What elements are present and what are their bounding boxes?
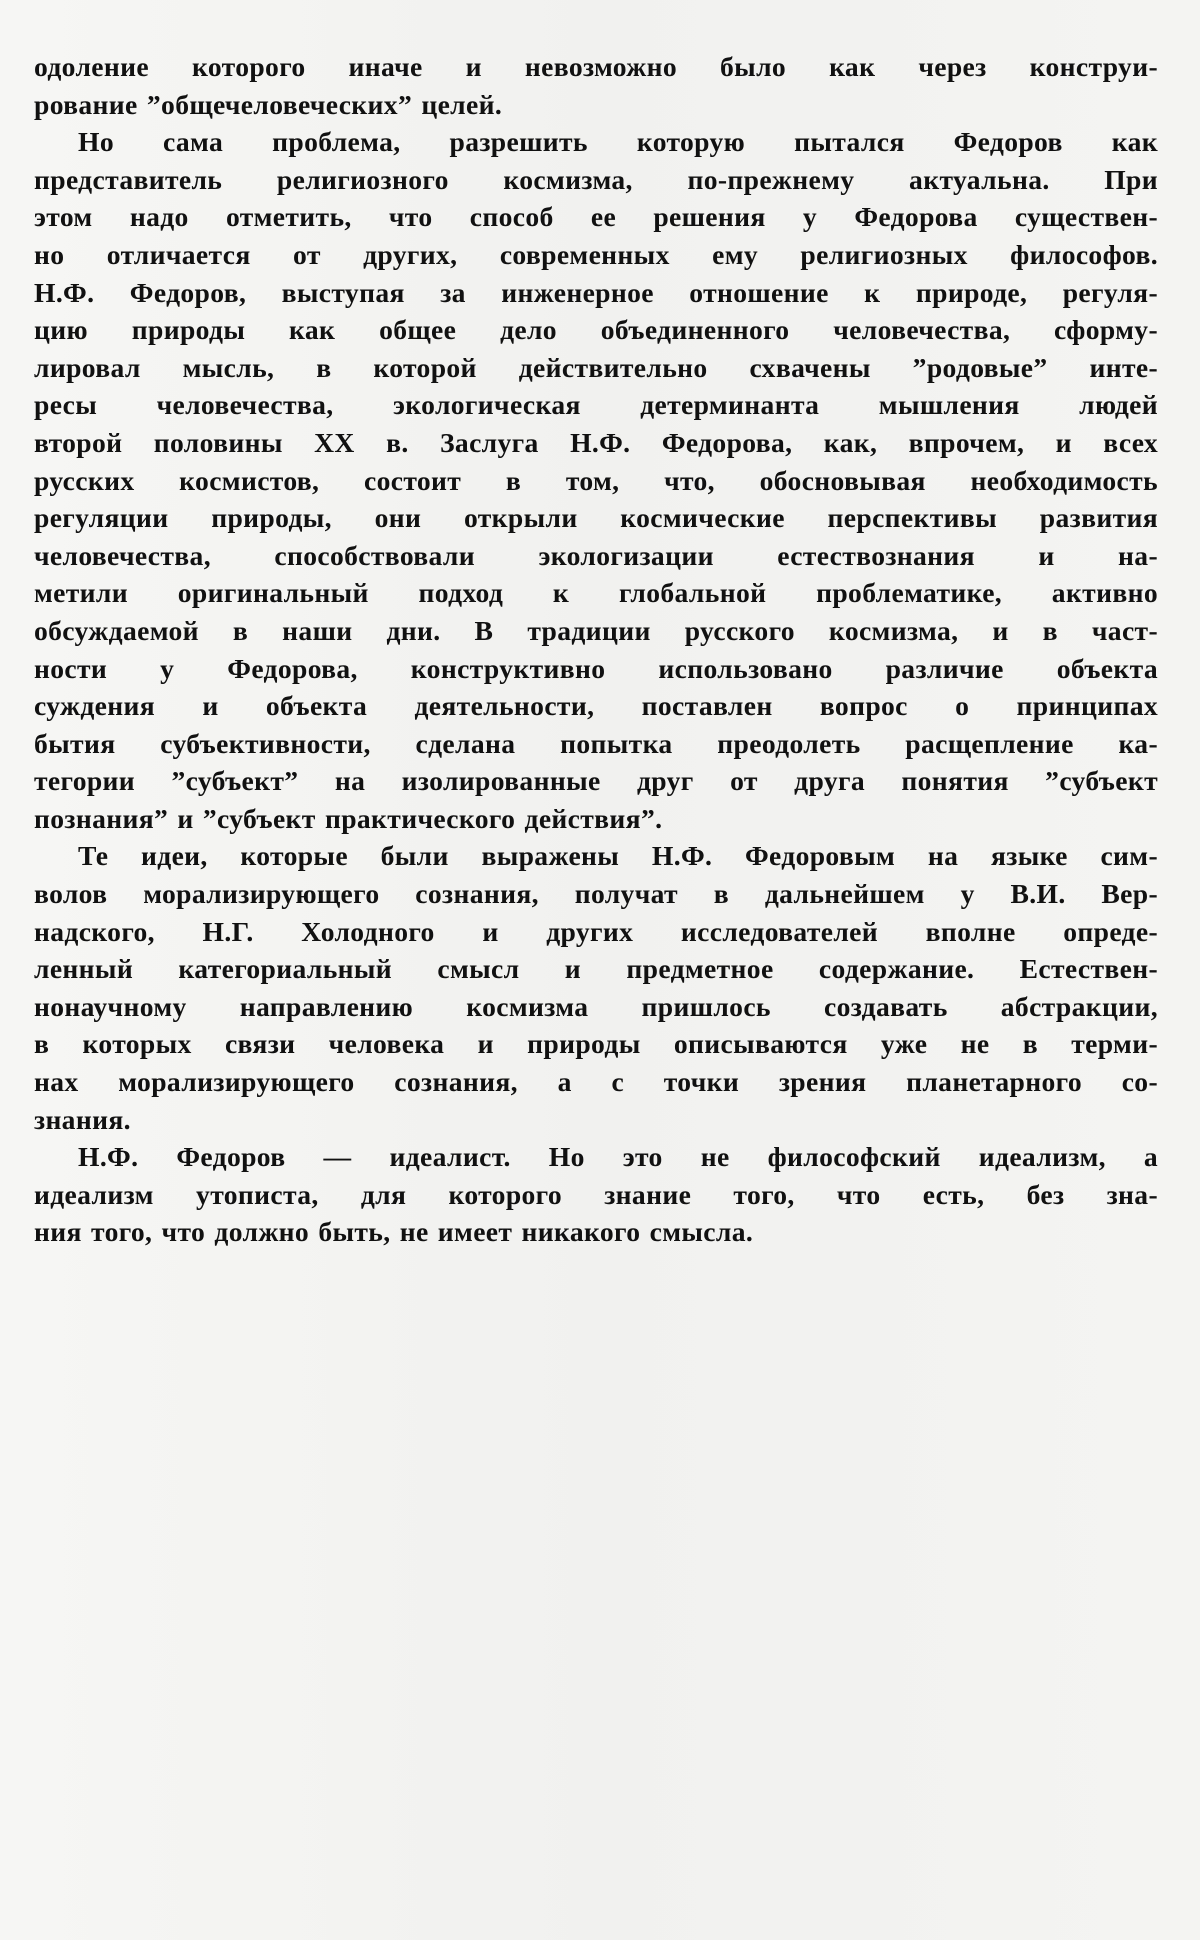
text-line [34,725,1158,763]
text-line-content: ния того, что должно быть, не имеет никакого смысла. [34,1216,754,1248]
text-line-content: представитель религиозного космизма, по-прежнему актуальна. При [34,163,1158,195]
text-line [34,349,1158,387]
text-line [34,198,1158,236]
text-line-content: ности у Федорова, конструктивно использовано различие объекта [34,652,1158,684]
text-line-content: идеализм утописта, для которого знание того, что есть, без зна- [34,1178,1158,1210]
text-line-content: тегории ”субъект” на изолированные друг от друга понятия ”субъект [34,765,1158,797]
text-line-content: ленный категориальный смысл и предметное содержание. Естествен- [34,953,1158,985]
paragraph [34,48,1158,123]
text-line-content: надского, Н.Г. Холодного и других исследователей вполне опреде- [34,915,1158,947]
text-line-content: второй половины XX в. Заслуга Н.Ф. Федорова, как, впрочем, и всех [34,426,1158,458]
text-line-content: Но сама проблема, разрешить которую пытался Федоров как [78,126,1158,158]
text-line [34,650,1158,688]
text-line-content: этом надо отметить, что способ ее решения у Федорова существен- [34,201,1158,233]
text-line-content: метили оригинальный подход к глобальной проблематике, активно [34,577,1158,609]
text-line [34,875,1158,913]
text-line [34,499,1158,537]
text-line [34,86,1158,124]
text-line [34,123,1158,161]
body-text [34,48,1158,1251]
text-line [34,48,1158,86]
text-line [34,574,1158,612]
text-line-content: Н.Ф. Федоров — идеалист. Но это не философский идеализм, а [78,1141,1158,1173]
text-line [34,1025,1158,1063]
text-line [34,1101,1158,1139]
text-line-content: в которых связи человека и природы описываются уже не в терми- [34,1028,1158,1060]
text-line [34,386,1158,424]
text-line [34,1138,1158,1176]
paragraph [34,837,1158,1138]
text-line [34,1063,1158,1101]
text-line [34,837,1158,875]
text-line-content: регуляции природы, они открыли космические перспективы развития [34,502,1158,534]
text-line-content: суждения и объекта деятельности, поставлен вопрос о принципах [34,690,1158,722]
text-line-content: цию природы как общее дело объединенного человечества, сформу- [34,314,1158,346]
text-line [34,762,1158,800]
text-line-content: Н.Ф. Федоров, выступая за инженерное отношение к природе, регуля- [34,276,1158,308]
text-line-content: познания” и ”субъект практического действия”. [34,802,663,834]
text-line-content: но отличается от других, современных ему религиозных философов. [34,238,1158,270]
text-line-content: человечества, способствовали экологизации естествознания и на- [34,539,1158,571]
text-line-content: Те идеи, которые были выражены Н.Ф. Федоровым на языке сим- [78,840,1158,872]
text-line [34,612,1158,650]
text-line [34,274,1158,312]
text-line [34,311,1158,349]
text-line-content: рование ”общечеловеческих” целей. [34,88,503,120]
text-line-content: обсуждаемой в наши дни. В традиции русского космизма, и в част- [34,614,1158,646]
text-line [34,950,1158,988]
text-line [34,800,1158,838]
text-line-content: нах морализирующего сознания, а с точки зрения планетарного со- [34,1066,1158,1098]
text-line [34,424,1158,462]
paragraph [34,1138,1158,1251]
text-line-content: ресы человечества, экологическая детерминанта мышления людей [34,389,1158,421]
text-line-content: знания. [34,1103,131,1135]
text-line-content: бытия субъективности, сделана попытка преодолеть расщепление ка- [34,727,1158,759]
text-line [34,913,1158,951]
text-line [34,462,1158,500]
text-line-content: волов морализирующего сознания, получат в дальнейшем у В.И. Вер- [34,878,1158,910]
text-line-content: лировал мысль, в которой действительно схвачены ”родовые” инте- [34,351,1158,383]
paragraph [34,123,1158,837]
text-line [34,537,1158,575]
text-line [34,988,1158,1026]
text-line [34,1176,1158,1214]
text-line [34,1213,1158,1251]
text-line-content: нонаучному направлению космизма пришлось создавать абстракции, [34,990,1158,1022]
text-line [34,687,1158,725]
text-line [34,161,1158,199]
text-line-content: одоление которого иначе и невозможно было как через конструи- [34,51,1158,82]
text-line [34,236,1158,274]
text-line-content: русских космистов, состоит в том, что, обосновывая необходимость [34,464,1158,496]
